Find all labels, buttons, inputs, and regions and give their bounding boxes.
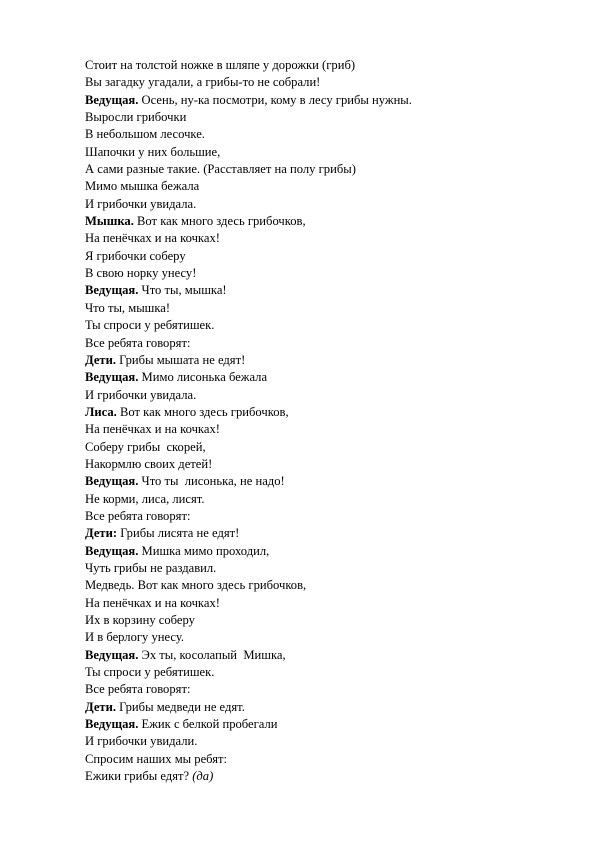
text-line [85,560,555,577]
text-line [85,74,555,91]
text-line [85,126,555,143]
line-text: Медведь. Вот как много здесь грибочков, [85,578,307,593]
line-text: В небольшом лесочке. [85,127,205,142]
text-line [85,681,555,698]
line-text: Грибы лисята не едят! [117,526,240,541]
text-line [85,248,555,265]
line-text: Ежик с белкой пробегали [138,717,278,732]
line-text: А сами разные такие. (Расставляет на полу грибы) [85,162,356,177]
text-line [85,57,555,74]
line-text: Все ребята говорят: [85,335,191,350]
line-text: Грибы мышата не едят! [116,352,246,367]
line-text: На пенёчках и на кочках! [85,595,220,610]
text-line [85,387,555,404]
speaker-label: Мышка. [85,214,134,229]
line-text: Шапочки у них большие, [85,144,221,159]
line-text: Что ты, мышка! [85,300,171,315]
text-line [85,699,555,716]
speaker-label: Лиса. [85,404,117,419]
text-line [85,404,555,421]
line-text: Все ребята говорят: [85,508,191,523]
text-line [85,733,555,750]
text-line [85,144,555,161]
text-line [85,751,555,768]
text-line [85,109,555,126]
text-line [85,317,555,334]
line-text: И в берлогу унесу. [85,630,185,645]
line-text: Выросли грибочки [85,110,187,125]
line-text: Вот как много здесь грибочков, [116,404,289,419]
line-text: Вот как много здесь грибочков, [133,214,306,229]
text-line [85,161,555,178]
text-line [85,230,555,247]
text-line [85,92,555,109]
line-text: Ты спроси у ребятишек. [85,318,215,333]
line-text: И грибочки увидала. [85,387,197,402]
line-text: Я грибочки соберу [85,248,186,263]
speaker-label: Ведущая. [85,283,139,298]
speaker-label: Ведущая. [85,370,139,385]
text-line [85,352,555,369]
text-line [85,768,555,785]
line-text: Спросим наших мы ребят: [85,751,228,766]
line-text: Эх ты, косолапый Мишка, [138,647,286,662]
speaker-label: Дети. [85,352,116,367]
text-line [85,196,555,213]
line-text: Чуть грибы не раздавил. [85,560,217,575]
text-line [85,213,555,230]
text-line [85,525,555,542]
text-line [85,629,555,646]
line-text: На пенёчках и на кочках! [85,231,220,246]
line-text: Соберу грибы скорей, [85,439,206,454]
line-text: И грибочки увидали. [85,734,198,749]
text-line [85,647,555,664]
text-line [85,178,555,195]
text-line [85,612,555,629]
text-line [85,369,555,386]
speaker-label: Дети. [85,699,116,714]
speaker-label: Ведущая. [85,647,139,662]
line-text: Мимо лисонька бежала [138,370,268,385]
text-line [85,473,555,490]
text-line [85,335,555,352]
line-text: На пенёчках и на кочках! [85,422,220,437]
line-text: Не корми, лиса, лисят. [85,491,205,506]
line-text: Грибы медведи не едят. [116,699,245,714]
text-line [85,282,555,299]
line-text: Ты спроси у ребятишек. [85,665,215,680]
speaker-label: Ведущая. [85,717,139,732]
line-text: Вы загадку угадали, а грибы-то не собрали! [85,75,321,90]
speaker-label: Дети: [85,526,118,541]
line-text: В свою норку унесу! [85,266,197,281]
text-line [85,508,555,525]
line-text: Все ребята говорят: [85,682,191,697]
text-line [85,265,555,282]
line-text: Что ты, мышка! [138,283,227,298]
line-text: Осень, ну-ка посмотри, кому в лесу грибы нужны. [138,92,412,107]
line-text: И грибочки увидала. [85,196,197,211]
text-line [85,300,555,317]
text-line [85,456,555,473]
line-text: Мимо мышка бежала [85,179,200,194]
line-text: Стоит на толстой ножке в шляпе у дорожки (гриб) [85,58,356,72]
text-line [85,664,555,681]
speaker-label: Ведущая. [85,474,139,489]
text-line [85,595,555,612]
speaker-label: Ведущая. [85,543,139,558]
text-line [85,577,555,594]
script-text [85,57,555,785]
text-line [85,543,555,560]
line-text: Их в корзину соберу [85,613,195,627]
text-line [85,491,555,508]
text-line [85,439,555,456]
line-text: Что ты лисонька, не надо! [138,474,285,489]
text-line [85,421,555,438]
line-text: Накормлю своих детей! [85,456,213,471]
line-text: Ежики грибы едят? [85,769,193,784]
text-line [85,716,555,733]
speaker-label: Ведущая. [85,92,139,107]
answer-hint: (да) [192,769,214,784]
line-text: Мишка мимо проходил, [138,543,270,558]
